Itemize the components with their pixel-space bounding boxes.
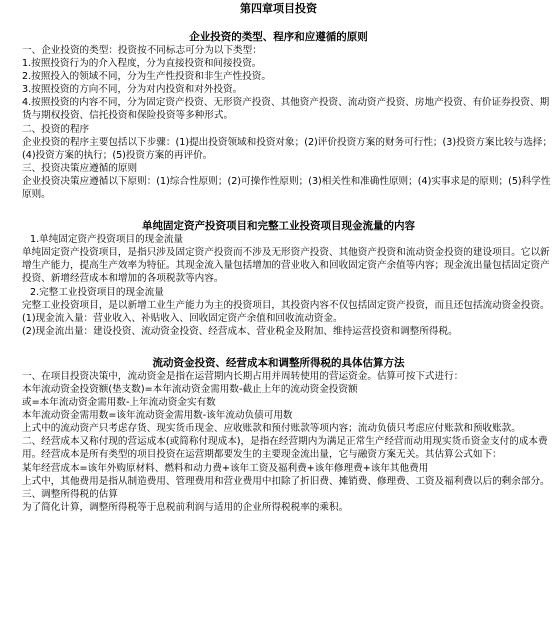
paragraph: 企业投资决策应遵循以下原则：(1)综合性原则；(2)可操作性原则；(3)相关性和准确性原则；(4)实事求是的原则；(5)科学性原则。 <box>22 175 551 201</box>
paragraph: 单纯固定资产投资项目，是指只涉及固定资产投资而不涉及无形资产投资、其他资产投资和流动资金投资的建设项目。它以新增生产能力，提高生产效率为特征。其现金流入量包括增加的营业收入和回收固定资产余值等内容；现金流出量包括固定资产投资、新增经营成本和增加的各项税款等内容。 <box>22 247 550 285</box>
paragraph: 2.完整工业投资项目的现金流量 <box>30 286 164 298</box>
paragraph: 三、投资决策应遵循的原则 <box>22 162 138 174</box>
paragraph: 二、投资的程序 <box>22 123 90 135</box>
paragraph: 4.按照投资的内容不同，分为固定资产投资、无形资产投资、其他资产投资、流动资产投资、房地产投资、有价证券投资、期货与期权投资、信托投资和保险投资等多种形式。 <box>22 97 550 122</box>
section-heading-cash-flow: 单纯固定资产投资项目和完整工业投资项目现金流量的内容 <box>142 220 415 233</box>
section-heading-estimation-methods: 流动资金投资、经营成本和调整所得税的具体估算方法 <box>152 356 405 369</box>
paragraph: 一、在项目投资决策中，流动资金是指在运营期内长期占用并周转使用的营运资金。估算可按下式进行： <box>22 370 464 382</box>
paragraph: 完整工业投资项目，是以新增工业生产能力为主的投资项目，其投资内容不仅包括固定资产投资，而且还包括流动资金投资。 <box>22 299 550 311</box>
paragraph: 1.按照投资行为的介入程度，分为直接投资和间接投资。 <box>22 58 262 70</box>
paragraph: 为了简化计算，调整所得税等于息税前利润与适用的企业所得税税率的乘积。 <box>22 501 349 513</box>
paragraph: 3.按照投资的方向不同，分为对内投资和对外投资。 <box>22 84 243 96</box>
paragraph: 企业投资的程序主要包括以下步骤：(1)提出投资领域和投资对象；(2)评价投资方案的财务可行性；(3)投资方案比较与选择；(4)投资方案的执行；(5)投资方案的再评价。 <box>22 136 553 161</box>
section-heading-investment-types: 企业投资的类型、程序和应遵循的原则 <box>189 31 368 43</box>
chapter-title: 第四章项目投资 <box>240 2 317 15</box>
document-page <box>0 2 557 620</box>
paragraph: 一、企业投资的类型：投资按不同标志可分为以下类型： <box>22 45 262 56</box>
paragraph: (2)现金流出量：建设投资、流动资金投资、经营成本、营业税金及附加、维持运营投资和调整所得税。 <box>22 325 458 337</box>
formula-line: 某年经营成本=该年外购原材料、燃料和动力费+该年工资及福利费+该年修理费+该年其他费用 <box>22 462 429 474</box>
paragraph: 1.单纯固定资产投资项目的现金流量 <box>30 234 184 246</box>
paragraph: 上式中的流动资产只考虑存货、现实货币现金、应收账款和预付账款等项内容；流动负债只考虑应付账款和预收账款。 <box>22 423 521 435</box>
formula-line: 本年流动资金需用数=该年流动资金需用数-该年流动负债可用数 <box>22 410 293 422</box>
paragraph: (1)现金流入量：营业收入、补贴收入、回收固定资产余值和回收流动资金。 <box>22 312 343 324</box>
formula-line: 或=本年流动资金需用数-上年流动资金实有数 <box>22 397 216 409</box>
paragraph: 上式中，其他费用是指从制造费用、管理费用和营业费用中扣除了折旧费、摊销费、修理费、工资及福利费以后的剩余部分。 <box>22 475 550 487</box>
paragraph: 二、经营成本又称付现的营运成本(或简称付现成本)，是指在经营期内为满足正常生产经营而动用现实货币资金支付的成本费用。经营成本是所有类型的项目投资在运营期都要发生的主要现金流出量，它与融资方案无关。其估算公式如下： <box>22 436 548 461</box>
paragraph: 三、调整所得税的估算 <box>22 488 118 500</box>
formula-line: 本年流动资金投资额(垫支数)=本年流动资金需用数-截止上年的流动资金投资额 <box>22 383 358 395</box>
paragraph: 2.按照投入的领域不同，分为生产性投资和非生产性投资。 <box>22 71 271 83</box>
